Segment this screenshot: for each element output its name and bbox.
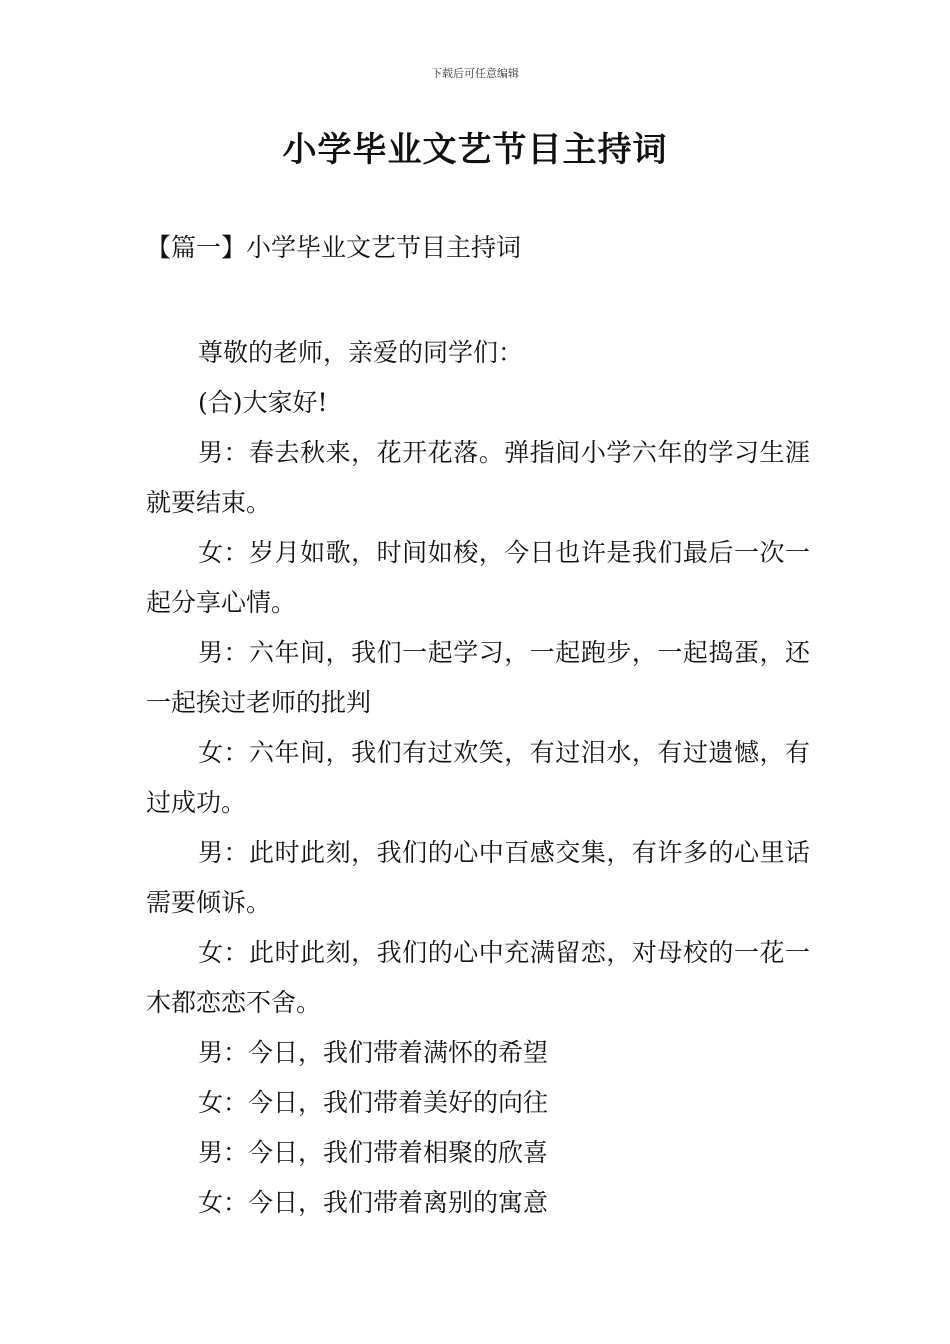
- paragraph-female-3: 女：此时此刻，我们的心中充满留恋，对母校的一花一木都恋恋不舍。: [146, 938, 810, 1017]
- paragraph-female-2: 女：六年间，我们有过欢笑，有过泪水，有过遗憾，有过成功。: [146, 738, 810, 817]
- document-body: [146, 328, 810, 1228]
- header-note: 下载后可任意编辑: [431, 67, 519, 80]
- paragraph-female-4: 女：今日，我们带着美好的向往: [198, 1088, 549, 1117]
- paragraph-male-4: 男：今日，我们带着满怀的希望: [198, 1038, 549, 1067]
- paragraph-female-1: 女：岁月如歌，时间如梭，今日也许是我们最后一次一起分享心情。: [146, 538, 810, 617]
- paragraph-greeting: 尊敬的老师，亲爱的同学们：: [198, 338, 524, 367]
- paragraph-hello: (合)大家好!: [198, 388, 328, 417]
- paragraph-male-3: 男：此时此刻，我们的心中百感交集，有许多的心里话需要倾诉。: [146, 838, 810, 917]
- section-heading: 【篇一】小学毕业文艺节目主持词: [146, 233, 522, 262]
- paragraph-male-2: 男：六年间，我们一起学习，一起跑步，一起捣蛋，还一起挨过老师的批判: [146, 638, 810, 717]
- paragraph-male-5: 男：今日，我们带着相聚的欣喜: [198, 1138, 549, 1167]
- paragraph-male-1: 男：春去秋来，花开花落。弹指间小学六年的学习生涯就要结束。: [146, 438, 810, 517]
- paragraph-female-5: 女：今日，我们带着离别的寓意: [198, 1188, 549, 1217]
- document-title: 小学毕业文艺节目主持词: [282, 130, 668, 170]
